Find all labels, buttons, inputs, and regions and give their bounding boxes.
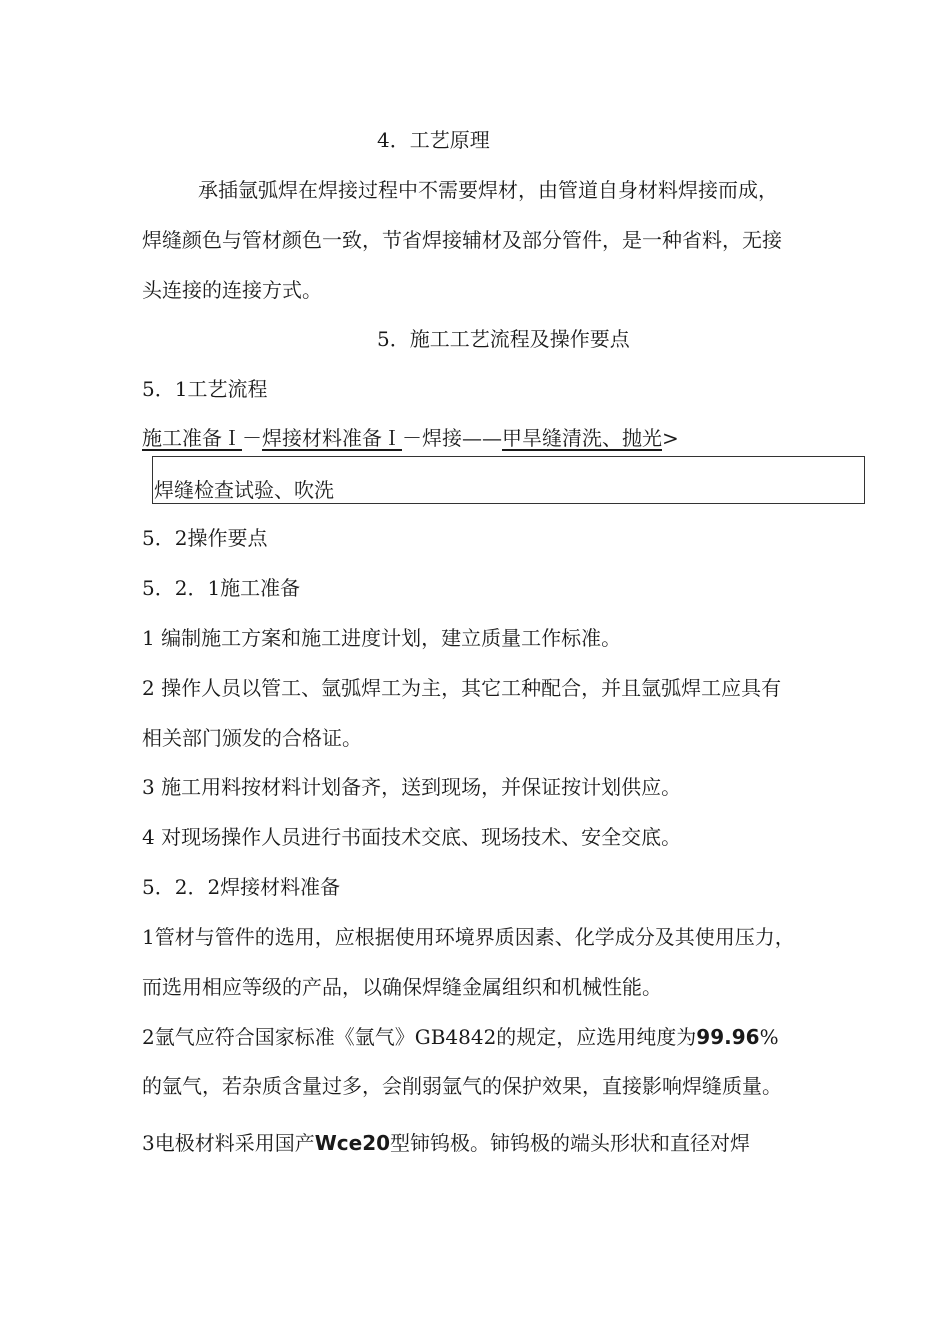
flow-step-cleaning-polishing: 甲旱缝清洗、抛光: [502, 426, 662, 450]
flow-separator: －: [242, 426, 262, 450]
prep-item-2-line-1: 2 操作人员以管工、氩弧焊工为主，其它工种配合，并且氩弧焊工应具有: [142, 676, 782, 700]
subsection-5-2-1-heading: 5．2．1施工准备: [142, 576, 301, 600]
flow-separator-welding: －焊接——: [402, 426, 502, 450]
flow-step-material-prep: 焊接材料准备Ｉ: [262, 426, 402, 450]
argon-standard-text: 2氩气应符合国家标准《氩气》GB4842的规定，应选用纯度为: [142, 1025, 697, 1049]
percent-sign: %: [759, 1025, 779, 1049]
material-item-1-line-2: 而选用相应等级的产品，以确保焊缝金属组织和机械性能。: [142, 975, 662, 999]
section-4-heading: 4．工艺原理: [377, 128, 490, 152]
prep-item-1: 1 编制施工方案和施工进度计划，建立质量工作标准。: [142, 626, 622, 650]
argon-purity-value: 99.96: [696, 1025, 760, 1049]
principle-paragraph-line-2: 焊缝颜色与管材颜色一致，节省焊接辅材及部分管件，是一种省料，无接: [142, 228, 782, 252]
material-item-2-line-1: [142, 1024, 779, 1050]
prep-item-4: 4 对现场操作人员进行书面技术交底、现场技术、安全交底。: [142, 825, 682, 849]
principle-paragraph-line-1: 承插氩弧焊在焊接过程中不需要焊材，由管道自身材料焊接而成，: [198, 178, 778, 202]
subsection-5-1-heading: 5．1工艺流程: [142, 377, 268, 401]
material-item-1-line-1: 1管材与管件的选用，应根据使用环境界质因素、化学成分及其使用压力，: [142, 925, 795, 949]
flow-step-inspection-purge: 焊缝检查试验、吹洗: [154, 478, 334, 502]
flow-step-construction-prep: 施工准备Ｉ: [142, 426, 242, 450]
material-item-2-line-2: 的氩气，若杂质含量过多，会削弱氩气的保护效果，直接影响焊缝质量。: [142, 1074, 782, 1098]
process-flow-line: [142, 425, 679, 451]
material-item-3-line-1: [142, 1130, 750, 1156]
prep-item-2-line-2: 相关部门颁发的合格证。: [142, 726, 362, 750]
subsection-5-2-2-heading: 5．2．2焊接材料准备: [142, 875, 341, 899]
flow-arrow-icon: >: [662, 426, 679, 450]
section-5-heading: 5．施工工艺流程及操作要点: [377, 327, 630, 351]
principle-paragraph-line-3: 头连接的连接方式。: [142, 278, 322, 302]
electrode-material-text: 3电极材料采用国产: [142, 1131, 315, 1155]
electrode-description-text: 型铈钨极。铈钨极的端头形状和直径对焊: [390, 1131, 751, 1155]
subsection-5-2-heading: 5．2操作要点: [142, 526, 268, 550]
prep-item-3: 3 施工用料按材料计划备齐，送到现场，并保证按计划供应。: [142, 775, 682, 799]
electrode-model: Wce20: [314, 1131, 391, 1155]
